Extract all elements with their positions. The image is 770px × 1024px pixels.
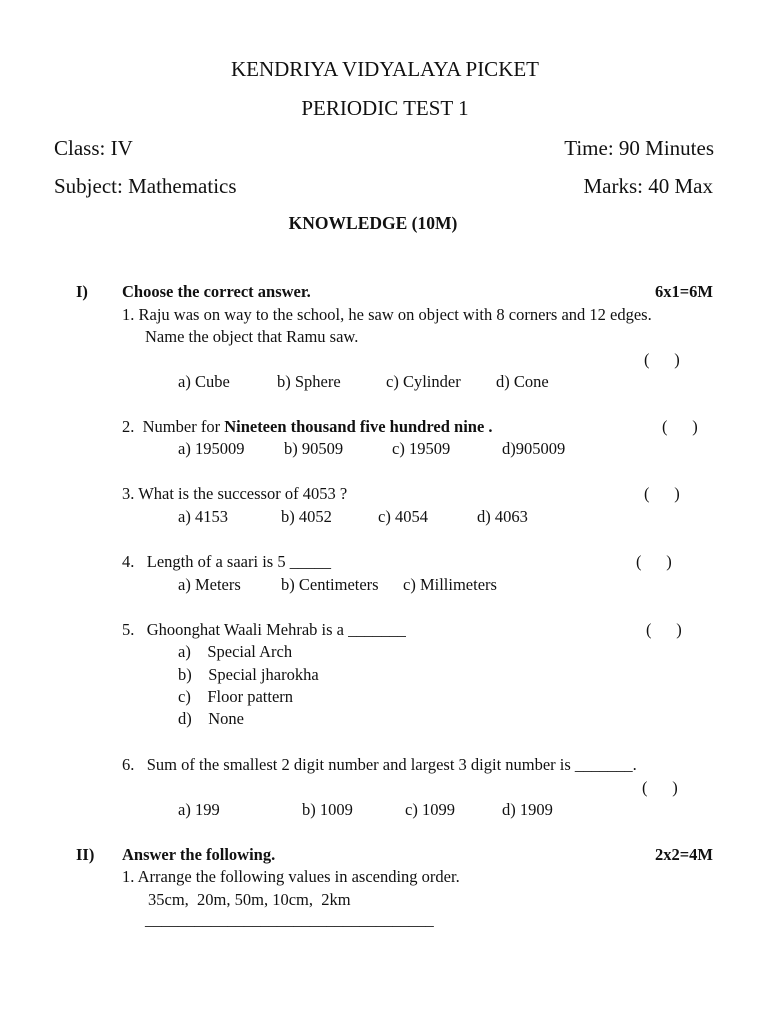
- q5-option-c: c) Floor pattern: [178, 687, 294, 706]
- time-label: Time: 90 Minutes: [564, 136, 714, 160]
- q2-option-d: d)905009: [502, 439, 566, 458]
- q1-text-line1: 1. Raju was on way to the school, he saw on object with 8 corners and 12 edges.: [122, 305, 652, 324]
- section1-title: Choose the correct answer.: [122, 282, 311, 301]
- q1-answer-bracket: ( ): [644, 350, 680, 369]
- q5-option-d: d) None: [178, 709, 244, 728]
- subject-label: Subject: Mathematics: [54, 174, 237, 198]
- section2-q1-values: 35cm, 20m, 50m, 10cm, 2km: [148, 890, 351, 909]
- q4-option-b: b) Centimeters: [281, 575, 379, 594]
- section1-marks: 6x1=6M: [655, 282, 713, 301]
- q6-option-d: d) 1909: [502, 800, 553, 819]
- section1-numeral: I): [76, 282, 88, 301]
- q6-option-b: b) 1009: [302, 800, 353, 819]
- test-title: PERIODIC TEST 1: [301, 96, 469, 120]
- q4-text: 4. Length of a saari is 5 _____: [122, 552, 331, 571]
- section2-marks: 2x2=4M: [655, 845, 713, 864]
- q3-option-c: c) 4054: [378, 507, 428, 526]
- q3-option-b: b) 4052: [281, 507, 332, 526]
- section2-title: Answer the following.: [122, 845, 276, 864]
- q6-answer-bracket: ( ): [642, 778, 678, 797]
- section2-numeral: II): [76, 845, 95, 864]
- q1-option-c: c) Cylinder: [386, 372, 461, 391]
- q3-answer-bracket: ( ): [644, 484, 680, 503]
- school-name: KENDRIYA VIDYALAYA PICKET: [230, 57, 540, 81]
- q3-option-d: d) 4063: [477, 507, 528, 526]
- q1-option-b: b) Sphere: [277, 372, 341, 391]
- q1-option-a: a) Cube: [178, 372, 230, 391]
- class-label: Class: IV: [54, 136, 133, 160]
- q4-option-a: a) Meters: [178, 575, 241, 594]
- q2-answer-bracket: ( ): [662, 417, 698, 436]
- q6-text: 6. Sum of the smallest 2 digit number and largest 3 digit number is _______.: [122, 755, 637, 774]
- q5-answer-bracket: ( ): [646, 620, 682, 639]
- section2-q1-text: 1. Arrange the following values in ascending order.: [122, 867, 460, 886]
- q5-option-a: a) Special Arch: [178, 642, 293, 661]
- q6-option-c: c) 1099: [405, 800, 455, 819]
- q2-option-b: b) 90509: [284, 439, 344, 458]
- q4-option-c: c) Millimeters: [403, 575, 497, 594]
- section-heading: KNOWLEDGE (10M): [288, 213, 458, 233]
- q1-text-line2: Name the object that Ramu saw.: [145, 327, 359, 346]
- q5-option-b: b) Special jharokha: [178, 665, 319, 684]
- q2-option-c: c) 19509: [392, 439, 451, 458]
- q2-text: 2. Number for Nineteen thousand five hundred nine .: [122, 417, 493, 436]
- q3-option-a: a) 4153: [178, 507, 228, 526]
- q5-text: 5. Ghoonghat Waali Mehrab is a _______: [122, 620, 406, 639]
- q1-option-d: d) Cone: [496, 372, 549, 391]
- marks-label: Marks: 40 Max: [583, 174, 713, 198]
- q4-answer-bracket: ( ): [636, 552, 672, 571]
- q2-option-a: a) 195009: [178, 439, 245, 458]
- answer-line[interactable]: ___________________________________: [145, 910, 434, 929]
- q6-option-a: a) 199: [178, 800, 220, 819]
- q3-text: 3. What is the successor of 4053 ?: [122, 484, 348, 503]
